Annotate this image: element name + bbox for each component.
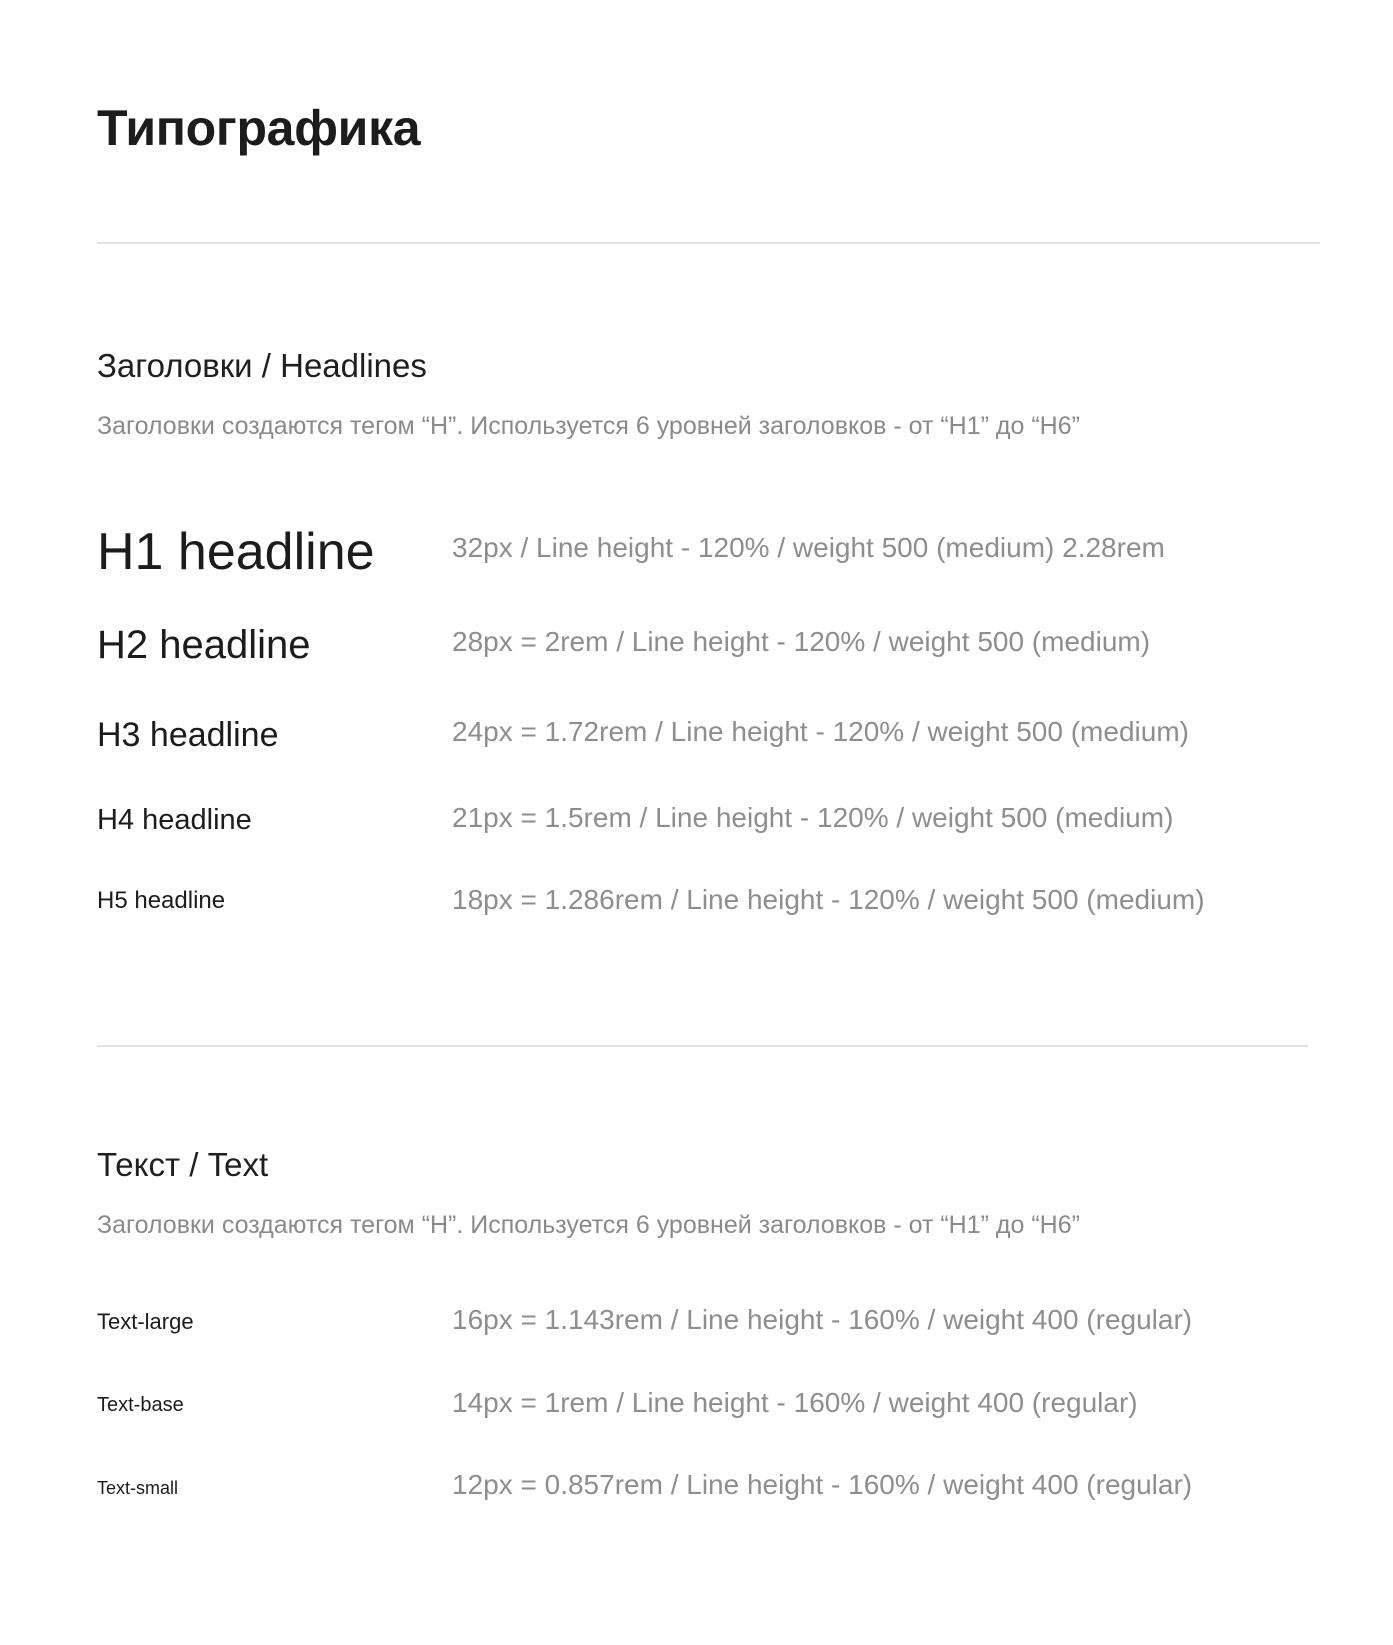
- h3-spec: 24px = 1.72rem / Line height - 120% / weight 500 (medium): [452, 716, 1189, 747]
- h4-sample: H4 headline: [97, 804, 252, 836]
- text-small-sample: Text-small: [97, 1478, 179, 1498]
- h2-sample: H2 headline: [97, 623, 311, 667]
- text-base-sample: Text-base: [97, 1394, 184, 1416]
- h5-sample: H5 headline: [97, 887, 226, 914]
- text-base-spec: 14px = 1rem / Line height - 160% / weight 400 (regular): [452, 1387, 1138, 1418]
- headlines-section-title: Заголовки / Headlines: [97, 347, 427, 384]
- text-section-title: Текст / Text: [97, 1146, 269, 1183]
- h5-spec: 18px = 1.286rem / Line height - 120% / weight 500 (medium): [452, 884, 1205, 915]
- text-small-spec: 12px = 0.857rem / Line height - 160% / weight 400 (regular): [452, 1469, 1193, 1500]
- headlines-section-description: Заголовки создаются тегом “H”. Используется 6 уровней заголовков - от “H1” до “H6”: [97, 412, 1080, 440]
- text-section-description: Заголовки создаются тегом “H”. Используется 6 уровней заголовков - от “H1” до “H6”: [97, 1211, 1080, 1239]
- h3-sample: H3 headline: [97, 716, 279, 754]
- h1-sample: H1 headline: [97, 523, 375, 581]
- text-large-sample: Text-large: [97, 1309, 194, 1334]
- divider-top: [97, 242, 1320, 244]
- divider-middle: [97, 1045, 1308, 1047]
- page-title: Типографика: [97, 100, 421, 156]
- text-large-spec: 16px = 1.143rem / Line height - 160% / weight 400 (regular): [452, 1304, 1193, 1335]
- h1-spec: 32px / Line height - 120% / weight 500 (medium) 2.28rem: [452, 532, 1165, 563]
- h4-spec: 21px = 1.5rem / Line height - 120% / weight 500 (medium): [452, 802, 1174, 833]
- h2-spec: 28px = 2rem / Line height - 120% / weight 500 (medium): [452, 626, 1151, 657]
